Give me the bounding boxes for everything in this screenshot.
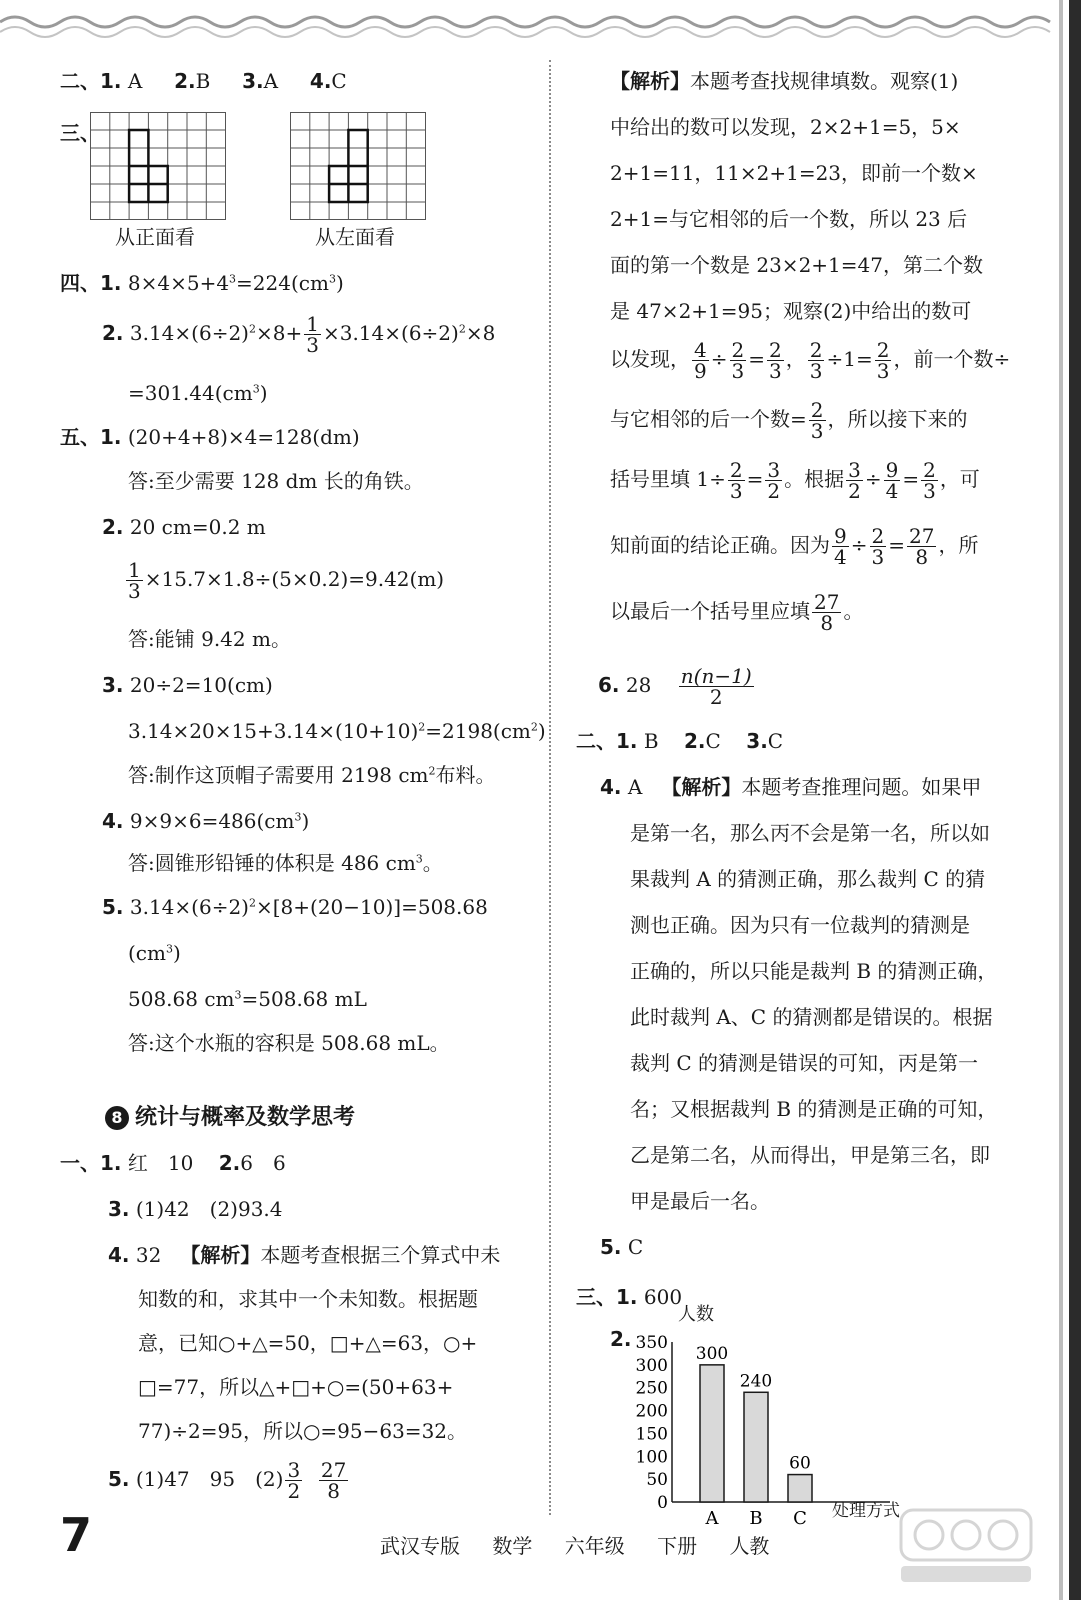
section-5-q4: 4. $9\times 9\times 6=486(cm^3)$: [102, 809, 310, 833]
fraction: $\frac{4}{9}$: [694, 338, 707, 383]
footer-publisher: 人教: [729, 1534, 770, 1558]
fraction: $\frac{2}{3}$: [809, 338, 823, 383]
chart-y-axis-label: 人数: [678, 1304, 714, 1325]
column-divider: [549, 60, 551, 1515]
fraction: $\frac{27}{8}$: [814, 590, 840, 635]
section-5-q2-answer: 答:能铺 9.42 m。: [128, 627, 291, 651]
section-4-q2: 2. $3.14\times(6\div 2)^2\times 8+$ $\frac{1}{3}$ $\times 3.14\times(6\div 2)^2\times 8$: [102, 312, 496, 357]
section-1-q4-line4: □=77，所以△+□+○=(50+63+: [138, 1375, 454, 1399]
fraction: $\frac{2}{3}$: [876, 338, 890, 383]
section-4-q1: 四、1. $8\times 4\times 5+4^3=224(cm^3)$: [60, 271, 344, 295]
section-5-q5-line3: 508.68 $cm^3=508.68$ mL: [128, 987, 367, 1011]
section-number-badge: 8: [105, 1106, 129, 1130]
fraction: $\frac{1}{3}$: [128, 558, 141, 603]
right-section-2-q4-line7: 裁判 C 的猜测是错误的可知，丙是第一: [630, 1051, 979, 1075]
bar-chart: [620, 1300, 920, 1530]
front-view-caption: 从正面看: [115, 225, 195, 249]
section-5-q3-line2: $3.14\times 20\times 15+3.14\times(10+10)^2=2198(cm^2)$: [128, 719, 546, 743]
chart-data-label: 300: [695, 1343, 729, 1364]
section-5-q5: 5. $3.14\times(6\div 2)^2\times[8+(20-10)]=508.68$: [102, 895, 488, 919]
section-5-q2-line2: $\frac{1}{3}$ ×15.7×1.8÷(5×0.2)=9.42(m): [128, 558, 445, 603]
footer-edition: 武汉专版: [380, 1534, 460, 1558]
fraction: $\frac{3}{2}$: [848, 458, 861, 503]
section-5-q4-answer: 答:圆锥形铅锤的体积是 486 $cm^3$。: [128, 851, 443, 875]
right-section-2-q4-line3: 果裁判 A 的猜测正确，那么裁判 C 的猜: [630, 867, 986, 891]
section-1-q4-line5: 77)÷2=95，所以○=95−63=32。: [138, 1419, 468, 1443]
fraction: $\frac{9}{4}$: [834, 524, 847, 569]
chart-bar-A: [700, 1365, 724, 1502]
chart-bars: [696, 1344, 812, 1529]
section-1-q3: 3. (1)42 (2)93.4: [108, 1197, 283, 1221]
right-analysis-line8: 与它相邻的后一个数= $\frac{2}{3}$ ，所以接下来的: [610, 398, 968, 443]
right-analysis-line10: 知前面的结论正确。因为 $\frac{9}{4}$ ÷ $\frac{2}{3}$ = $\frac{27}{8}$ ，所: [610, 524, 979, 569]
section-2-answers: 二、1. A 2.B 3.A 4.C: [60, 69, 347, 93]
right-page-edge: [1051, 0, 1081, 1600]
section-1-q5: 5. (1)47 95 (2) $\frac{3}{2}$ $\frac{27}{8}$: [108, 1458, 347, 1503]
right-analysis-line2: 中给出的数可以发现，2×2+1=5，5×: [610, 115, 961, 139]
section-title: 8 统计与概率及数学思考: [105, 1100, 355, 1131]
section-5-q1: 五、1. (20+4+8)×4=128(dm): [60, 425, 360, 449]
chart-category-label: A: [705, 1508, 719, 1529]
chart-category-label: C: [793, 1508, 807, 1529]
chart-y-tick-label: 350: [635, 1333, 668, 1353]
section-5-q5-answer: 答:这个水瓶的容积是 508.68 mL。: [128, 1031, 450, 1055]
chart-bar-C: [788, 1475, 812, 1502]
chart-x-axis-label: 处理方式: [832, 1501, 900, 1521]
right-analysis-line7: 以发现， $\frac{4}{9}$ ÷ $\frac{2}{3}$ = $\frac{2}{3}$ ， $\frac{2}{3}$ ÷1= $\frac{2}{3}$ ，前一个数÷: [610, 338, 1011, 383]
fraction: $\frac{2}{3}$: [923, 458, 936, 503]
right-analysis-line6: 是 47×2+1=95；观察(2)中给出的数可: [610, 299, 972, 323]
right-section-3-q2: 2.: [610, 1327, 632, 1351]
front-view-grid: [90, 112, 226, 220]
right-section-2-q4-line5: 正确的，所以只能是裁判 B 的猜测正确，: [630, 959, 998, 983]
fraction: $\frac{2}{3}$: [731, 338, 745, 383]
right-section-2-q1-q3: 二、1. B 2.C 3.C: [576, 729, 784, 753]
chart-y-tick-label: 50: [646, 1470, 668, 1491]
fraction: $\frac{2}{3}$: [729, 458, 743, 503]
footer-volume: 下册: [657, 1534, 698, 1558]
section-5-q3: 3. 20÷2=10(cm): [102, 673, 273, 697]
fraction: $\frac{n(n-1)}{2}$: [680, 664, 752, 709]
left-view-caption: 从左面看: [315, 225, 395, 249]
right-analysis-line4: 2+1=与它相邻的后一个数，所以 23 后: [610, 207, 968, 231]
section-4-q2-result: $=301.44(cm^3)$: [128, 381, 268, 405]
footer-subject: 数学: [492, 1534, 533, 1558]
right-analysis-line11: 以最后一个括号里应填 $\frac{27}{8}$ 。: [610, 590, 864, 635]
right-analysis-line3: 2+1=11，11×2+1=23，即前一个数×: [610, 161, 978, 185]
section-3-label: 三、: [60, 121, 100, 145]
chart-y-tick-label: 250: [635, 1378, 668, 1399]
chart-y-tick-label: 0: [657, 1493, 668, 1513]
watermark-logo: [891, 1500, 1041, 1590]
section-5-q2: 2. 20 cm=0.2 m: [102, 515, 266, 539]
right-section-2-q4-line6: 此时裁判 A、C 的猜测都是错误的。根据: [630, 1005, 993, 1029]
right-q6: 6. 28 $\frac{n(n-1)}{2}$: [598, 664, 752, 709]
fraction: $\frac{9}{4}$: [885, 458, 899, 503]
section-5-q3-answer: 答:制作这顶帽子需要用 2198 $cm^2$布料。: [128, 763, 496, 787]
right-analysis-line1: 【解析】本题考查找规律填数。观察(1): [610, 69, 959, 93]
chart-data-label: 60: [789, 1453, 811, 1474]
fraction: $\frac{27}{8}$: [320, 1458, 347, 1503]
section-1-q1-q2: 一、1. 红 10 2.6 6: [60, 1151, 286, 1175]
right-section-2-q4-line2: 是第一名，那么丙不会是第一名，所以如: [630, 821, 990, 845]
footer-grade: 六年级: [564, 1534, 625, 1558]
section-1-q4-line3: 意，已知○+△=50，□+△=63，○+: [138, 1331, 478, 1355]
right-section-2-q4-line10: 甲是最后一名。: [630, 1189, 770, 1213]
chart-data-label: 240: [739, 1371, 773, 1392]
footer-meta: [380, 1530, 795, 1559]
right-section-2-q4-line9: 乙是第二名，从而得出，甲是第三名，即: [630, 1143, 990, 1167]
chart-y-tick-label: 150: [635, 1424, 668, 1445]
right-analysis-line5: 面的第一个数是 23×2+1=47，第二个数: [610, 253, 983, 277]
chart-category-label: B: [749, 1508, 763, 1529]
section-1-q4-line2: 知数的和，求其中一个未知数。根据题: [138, 1287, 478, 1311]
right-section-2-q4-line4: 测也正确。因为只有一位裁判的猜测是: [630, 913, 970, 937]
right-section-2-q4-line8: 名；又根据裁判 B 的猜测是正确的可知，: [630, 1097, 998, 1121]
chart-y-tick-label: 200: [635, 1401, 668, 1422]
top-wavy-border: [0, 0, 1081, 60]
section-5-q5-line2: $(cm^3)$: [128, 941, 181, 965]
left-view-grid: [290, 112, 426, 220]
chart-y-tick-label: 300: [635, 1355, 668, 1376]
fraction: $\frac{3}{2}$: [287, 1458, 301, 1503]
fraction: $\frac{2}{3}$: [871, 524, 885, 569]
fraction: $\frac{2}{3}$: [810, 398, 824, 443]
chart-bar-B: [744, 1392, 768, 1502]
fraction: $\frac{27}{8}$: [909, 524, 935, 569]
fraction: $\frac{2}{3}$: [769, 338, 782, 383]
right-section-2-q4-line1: 4. A 【解析】本题考查推理问题。如果甲: [600, 775, 982, 799]
page-number: 7: [60, 1508, 93, 1562]
section-5-q1-answer: 答:至少需要 128 dm 长的角铁。: [128, 469, 424, 493]
chart-y-ticks: [636, 1333, 668, 1513]
section-1-q4-line1: 4. 32 【解析】本题考查根据三个算式中未: [108, 1243, 501, 1267]
fraction: $\frac{3}{2}$: [767, 458, 781, 503]
chart-y-tick-label: 100: [635, 1447, 668, 1468]
fraction: $\frac{1}{3}$: [306, 312, 319, 357]
right-analysis-line9: 括号里填 1÷ $\frac{2}{3}$ = $\frac{3}{2}$ 。根据 $\frac{3}{2}$ ÷ $\frac{9}{4}$ = $\frac{2}{3}$ ，可: [610, 458, 980, 503]
right-section-3-q1: 三、1. 600: [576, 1285, 683, 1309]
right-section-2-q5: 5. C: [600, 1235, 644, 1259]
